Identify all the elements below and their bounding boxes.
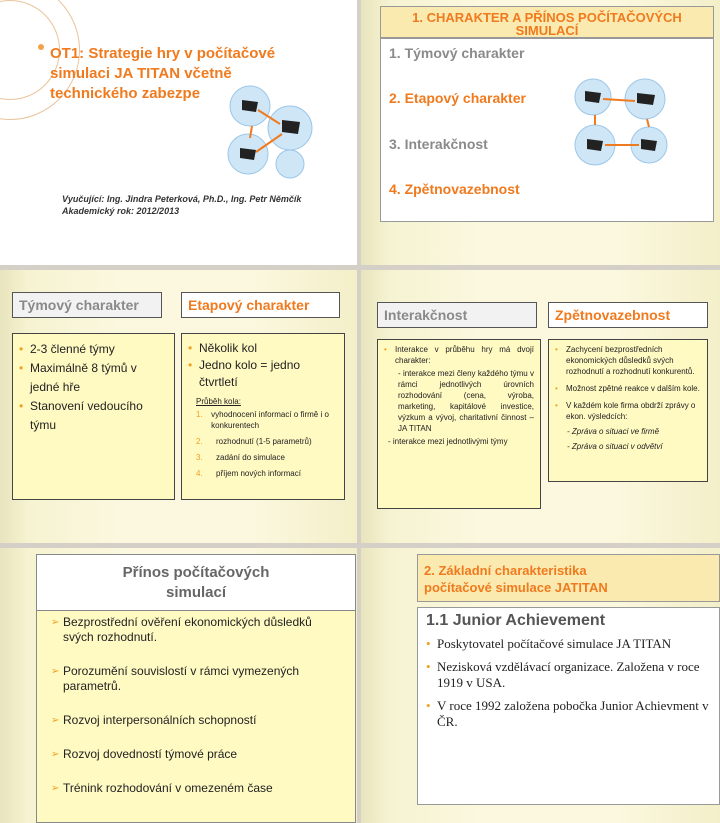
list-item bbox=[196, 452, 338, 463]
report-industry: - Zpráva o situaci v odvětví bbox=[567, 442, 663, 451]
interactivity-box bbox=[377, 339, 541, 509]
step-text: rozhodnutí (1-5 parametrů) bbox=[216, 437, 312, 446]
list-item: • Nezisková vzdělávací organizace. Založena v roce 1919 v USA. bbox=[426, 659, 711, 691]
feedback-header: Zpětnovazebnost bbox=[548, 302, 708, 328]
slide-3 bbox=[0, 270, 357, 543]
list-item: ➢ Bezprostřední ověření ekonomických důsledků svých rozhodnutí. bbox=[51, 615, 341, 645]
item-stage-character: 2. Etapový charakter bbox=[389, 90, 526, 106]
slide-1-title: OT1: Strategie hry v počítačové simulaci JA TITAN včetně technického zabezpe bbox=[50, 45, 276, 102]
list-item: • V každém kole firma obdrží zprávy o ekon. výsledcích: bbox=[555, 400, 701, 422]
academic-year-text: Akademický rok: 2012/2013 bbox=[62, 206, 180, 216]
step-number: 4. bbox=[196, 469, 203, 478]
slide-1 bbox=[0, 0, 357, 265]
network-people-illustration bbox=[563, 73, 683, 169]
slide-2-title: 1. CHARAKTER A PŘÍNOS POČÍTAČOVÝCH SIMULACÍ bbox=[380, 6, 714, 38]
team-character-header: Týmový charakter bbox=[12, 292, 162, 318]
slide-4 bbox=[361, 270, 720, 543]
step-text: příjem nových informací bbox=[216, 469, 301, 478]
list-item: • Stanovení vedoucího týmu bbox=[19, 397, 168, 435]
list-item: • V roce 1992 založena pobočka Junior Achievment v ČR. bbox=[426, 698, 711, 730]
lecturers-info bbox=[62, 193, 352, 217]
item-interactivity: 3. Interakčnost bbox=[389, 136, 488, 152]
report-firm: - Zpráva o situaci ve firmě bbox=[567, 427, 660, 436]
step-number: 2. bbox=[196, 437, 203, 446]
orange-dot-icon bbox=[38, 44, 44, 50]
title-line: simulací bbox=[165, 584, 227, 601]
slide-6-title bbox=[417, 554, 720, 602]
feedback-box bbox=[548, 339, 708, 482]
list-item: • 2-3 členné týmy bbox=[19, 340, 168, 359]
stage-character-box bbox=[181, 333, 345, 500]
step-number: 3. bbox=[196, 453, 203, 462]
item-feedback: 4. Zpětnovazebnost bbox=[389, 181, 520, 197]
list-item bbox=[196, 409, 338, 431]
title-line: počítačové simulace JATITAN bbox=[424, 580, 608, 595]
lecturers-text: Vyučující: Ing. Jindra Peterková, Ph.D., Ing. Petr Němčík bbox=[62, 194, 302, 204]
interactivity-header: Interakčnost bbox=[377, 302, 537, 328]
slide-6-body bbox=[417, 607, 720, 805]
slide-6-subtitle: 1.1 Junior Achievement bbox=[426, 612, 606, 629]
title-line: Přínos počítačových bbox=[122, 564, 270, 581]
list-item: ➢ Trénink rozhodování v omezeném čase bbox=[51, 781, 341, 796]
interactivity-sub-1: - interakce mezi členy každého týmu v rámci jednotlivých úrovních rozhodování (cena, výroba, marketing, kapitálové investice, výzkum a vývoj, charitativní činnost – JA TITAN bbox=[398, 369, 534, 433]
network-people-illustration bbox=[212, 80, 322, 180]
title-line: 2. Základní charakteristika bbox=[424, 563, 587, 578]
list-item: ➢ Porozumění souvislostí v rámci vymezených parametrů. bbox=[51, 664, 341, 694]
list-item: ➢ Rozvoj dovedností týmové práce bbox=[51, 747, 341, 762]
item-team-character: 1. Týmový charakter bbox=[389, 45, 525, 61]
list-item: • Možnost zpětné reakce v dalším kole. bbox=[555, 383, 701, 394]
slide-6 bbox=[361, 548, 720, 823]
list-item bbox=[196, 436, 338, 447]
course-label: Průběh kola: bbox=[196, 397, 241, 406]
list-item: • Zachycení bezprostředních ekonomických důsledků svých rozhodnutí a rozhodnutí konkurentů. bbox=[555, 344, 701, 377]
slide-2-body bbox=[380, 38, 714, 222]
benefits-box bbox=[36, 610, 356, 823]
slide-5 bbox=[0, 548, 357, 823]
list-item: ➢ Rozvoj interpersonálních schopností bbox=[51, 713, 341, 728]
list-item: • Poskytovatel počítačové simulace JA TITAN bbox=[426, 636, 711, 652]
list-item: • Interakce v průběhu hry má dvojí charakter: bbox=[384, 344, 534, 366]
step-text: vyhodnocení informací o firmě i o konkurentech bbox=[211, 410, 329, 430]
interactivity-sub-2: - interakce mezi jednotlivými týmy bbox=[388, 437, 508, 446]
list-item: • Maximálně 8 týmů v jedné hře bbox=[19, 359, 168, 397]
list-item: • Jedno kolo = jedno čtvrtletí bbox=[188, 357, 338, 391]
stage-character-header: Etapový charakter bbox=[181, 292, 340, 318]
list-item bbox=[196, 468, 338, 479]
list-item: • Několik kol bbox=[188, 340, 338, 357]
slide-5-title bbox=[36, 554, 356, 611]
step-number: 1. bbox=[196, 410, 203, 419]
team-character-box bbox=[12, 333, 175, 500]
step-text: zadání do simulace bbox=[216, 453, 285, 462]
slide-2 bbox=[361, 0, 720, 265]
